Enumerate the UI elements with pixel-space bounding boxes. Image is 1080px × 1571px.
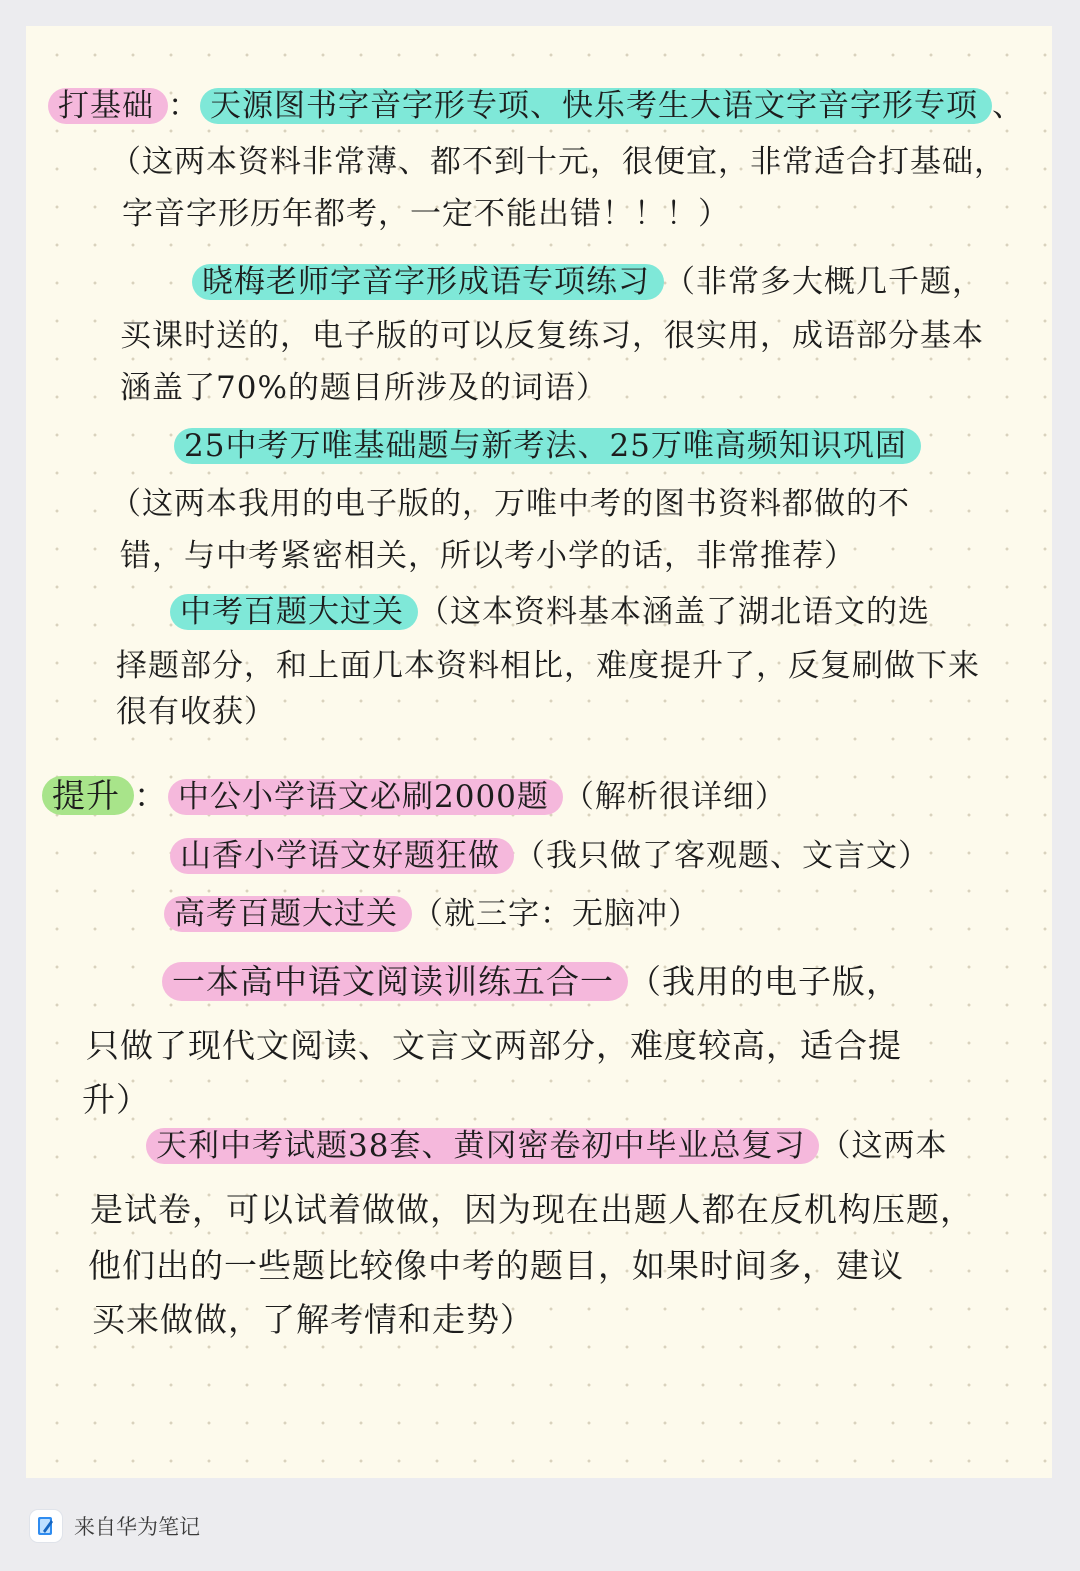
note-line: （这两本我用的电子版的，万唯中考的图书资料都做的不 (110, 486, 910, 522)
note-line: 中考百题大过关 （这本资料基本涵盖了湖北语文的选 (170, 590, 930, 634)
note-line: 只做了现代文阅读、文言文两部分，难度较高，适合提 (86, 1026, 902, 1065)
book-title-highlight: 山香小学语文好题狂做 (170, 838, 514, 874)
note-line (174, 424, 921, 468)
book-title-highlight: 一本高中语文阅读训练五合一 (162, 962, 628, 1001)
book-title-highlight: 天源图书字音字形专项、快乐考生大语文字音字形专项 (200, 88, 992, 124)
note-line-foundation-heading: 打基础 ： 天源图书字音字形专项、快乐考生大语文字音字形专项 、 (48, 84, 1024, 128)
book-title-highlight: 中公小学语文必刷2000题 (168, 779, 563, 815)
source-footer[interactable] (30, 1506, 200, 1546)
note-line: 很有收获） (116, 694, 276, 730)
note-line: 晓梅老师字音字形成语专项练习 （非常多大概几千题， (192, 260, 984, 304)
note-line: 一本高中语文阅读训练五合一 （我用的电子版， (162, 960, 900, 1004)
book-title-highlight: 25中考万唯基础题与新考法、25万唯高频知识巩固 (174, 428, 921, 464)
book-title-highlight: 中考百题大过关 (170, 594, 418, 630)
section-label-improve: 提升 (42, 776, 134, 815)
note-line: 高考百题大过关 （就三字：无脑冲） (164, 892, 700, 936)
note-line: 字音字形历年都考，一定不能出错！！！） (122, 196, 730, 232)
note-line: 涵盖了70%的题目所涉及的词语） (120, 370, 608, 406)
source-label: 来自华为笔记 (74, 1515, 200, 1539)
note-line: 升） (82, 1080, 150, 1119)
section-label-foundation: 打基础 (48, 88, 168, 124)
note-line-improve-heading: 提升 ： 中公小学语文必刷2000题 （解析很详细） (42, 774, 787, 819)
huawei-notes-icon (30, 1510, 62, 1542)
note-line: 天利中考试题38套、黄冈密卷初中毕业总复习 （这两本 (146, 1124, 947, 1168)
note-line: 他们出的一些题比较像中考的题目，如果时间多，建议 (88, 1246, 904, 1285)
note-page (26, 26, 1052, 1478)
note-line: （这两本资料非常薄、都不到十元，很便宜，非常适合打基础， (110, 144, 1006, 180)
note-line: 买课时送的，电子版的可以反复练习，很实用，成语部分基本 (120, 318, 984, 354)
book-title-highlight: 高考百题大过关 (164, 896, 412, 932)
note-line: 择题部分，和上面几本资料相比，难度提升了，反复刷做下来 (116, 648, 980, 684)
book-title-highlight: 天利中考试题38套、黄冈密卷初中毕业总复习 (146, 1128, 819, 1164)
note-line: 山香小学语文好题狂做 （我只做了客观题、文言文） (170, 834, 930, 878)
note-line: 买来做做，了解考情和走势） (92, 1300, 534, 1339)
note-line: 是试卷，可以试着做做，因为现在出题人都在反机构压题， (90, 1190, 974, 1229)
book-title-highlight: 晓梅老师字音字形成语专项练习 (192, 264, 664, 300)
note-line: 错，与中考紧密相关，所以考小学的话，非常推荐） (120, 538, 856, 574)
